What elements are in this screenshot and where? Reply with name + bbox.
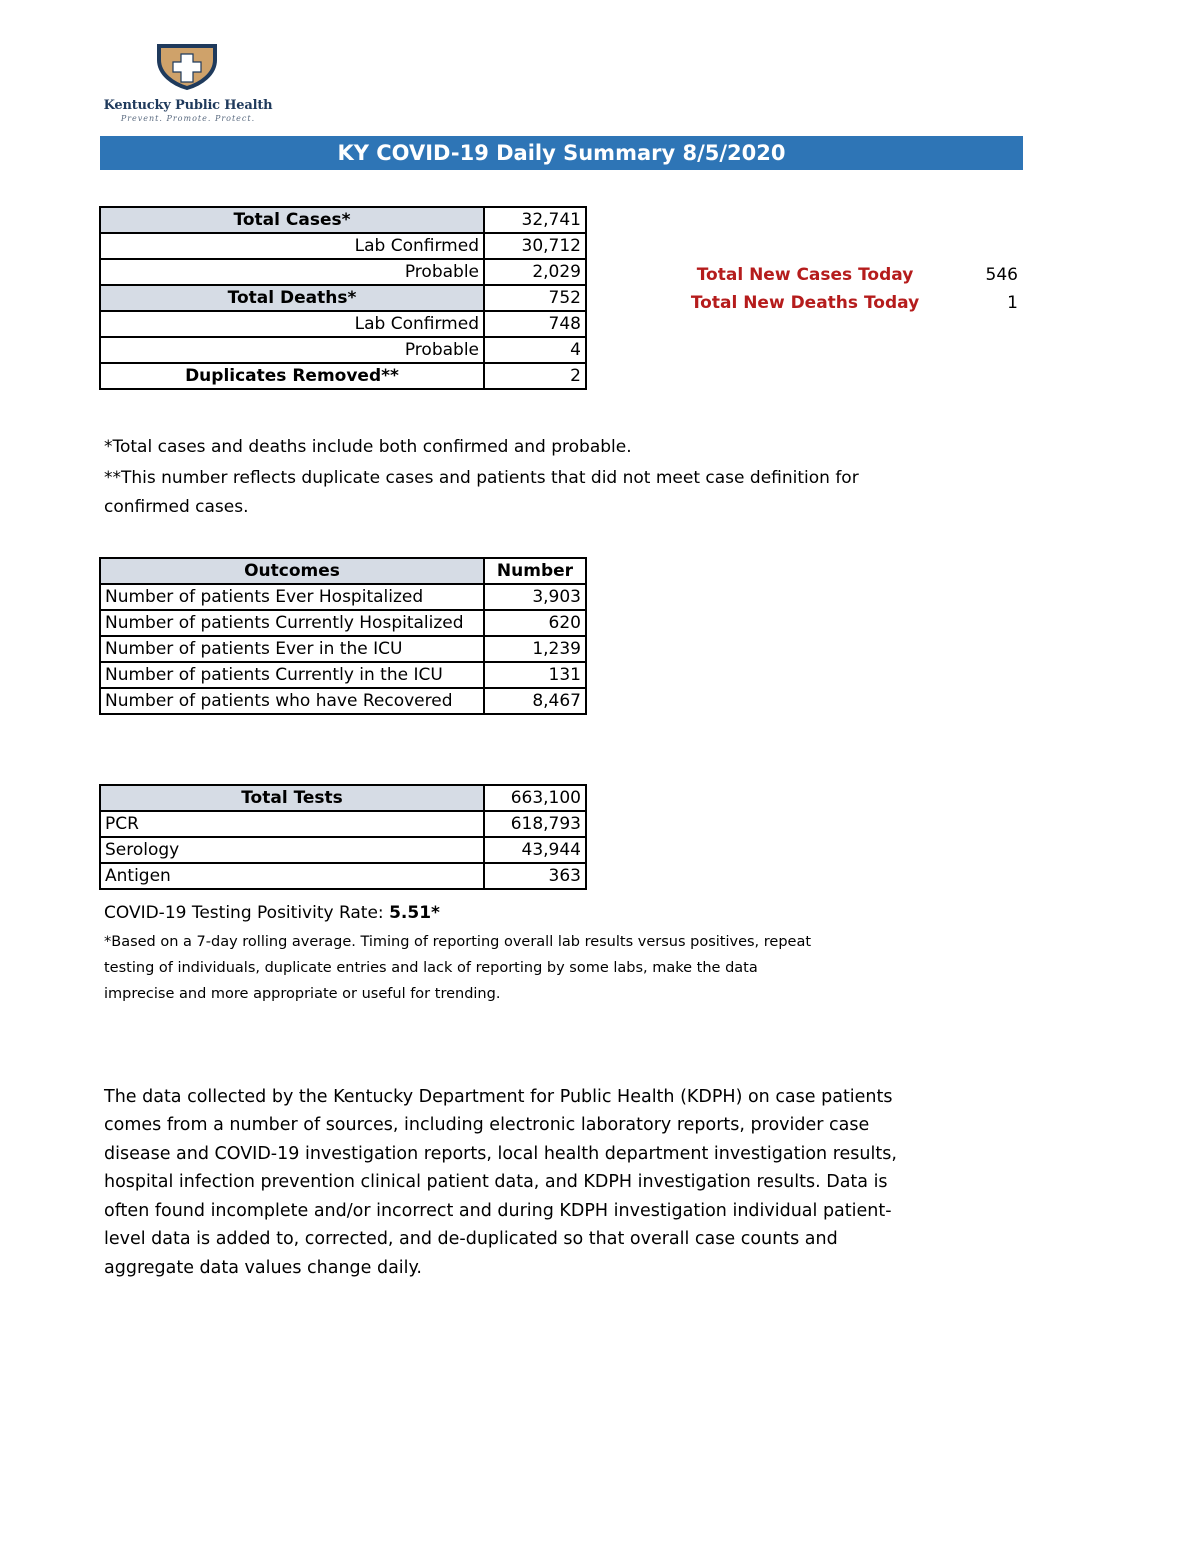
total-deaths-label: Total Deaths* — [100, 285, 484, 311]
table-header-row — [100, 785, 586, 811]
table-row — [100, 662, 586, 688]
footnote-duplicates-cont: confirmed cases. — [104, 497, 249, 517]
outcome-value: 8,467 — [484, 688, 586, 714]
footnote-total: *Total cases and deaths include both confirmed and probable. — [104, 437, 632, 457]
disclaimer-line: level data is added to, corrected, and de-duplicated so that overall case counts and — [104, 1229, 838, 1249]
outcome-label: Number of patients Ever in the ICU — [100, 636, 484, 662]
outcomes-table — [99, 557, 587, 715]
footnote-duplicates: **This number reflects duplicate cases and patients that did not meet case definition for — [104, 468, 859, 488]
outcome-value: 1,239 — [484, 636, 586, 662]
total-tests-value: 663,100 — [484, 785, 586, 811]
cases-lab-confirmed-label: Lab Confirmed — [100, 233, 484, 259]
table-row — [100, 259, 586, 285]
table-row — [100, 837, 586, 863]
table-row — [100, 636, 586, 662]
disclaimer-line: hospital infection prevention clinical patient data, and KDPH investigation results. Data is — [104, 1172, 888, 1192]
positivity-note-line: imprecise and more appropriate or useful for trending. — [104, 986, 501, 1002]
test-type-value: 618,793 — [484, 811, 586, 837]
total-tests-label: Total Tests — [100, 785, 484, 811]
new-deaths-label: Total New Deaths Today — [690, 293, 920, 313]
number-header: Number — [484, 558, 586, 584]
positivity-rate-value: 5.51* — [389, 903, 440, 923]
outcome-label: Number of patients Currently Hospitalized — [100, 610, 484, 636]
duplicates-removed-value: 2 — [484, 363, 586, 389]
test-type-label: Antigen — [100, 863, 484, 889]
kentucky-public-health-logo — [98, 42, 278, 124]
table-row — [100, 863, 586, 889]
outcome-label: Number of patients Ever Hospitalized — [100, 584, 484, 610]
outcome-value: 620 — [484, 610, 586, 636]
table-row — [100, 688, 586, 714]
deaths-lab-confirmed-label: Lab Confirmed — [100, 311, 484, 337]
test-type-label: PCR — [100, 811, 484, 837]
table-row — [100, 311, 586, 337]
total-deaths-value: 752 — [484, 285, 586, 311]
table-row — [100, 233, 586, 259]
new-cases-label: Total New Cases Today — [696, 265, 914, 285]
disclaimer-line: often found incomplete and/or incorrect and during KDPH investigation individual patient- — [104, 1201, 892, 1221]
total-cases-value: 32,741 — [484, 207, 586, 233]
positivity-note-line: testing of individuals, duplicate entries and lack of reporting by some labs, make the data — [104, 960, 758, 976]
duplicates-removed-label: Duplicates Removed** — [100, 363, 484, 389]
outcome-value: 3,903 — [484, 584, 586, 610]
outcome-label: Number of patients who have Recovered — [100, 688, 484, 714]
table-header-row — [100, 558, 586, 584]
cases-lab-confirmed-value: 30,712 — [484, 233, 586, 259]
disclaimer-line: disease and COVID-19 investigation reports, local health department investigation results, — [104, 1144, 897, 1164]
logo-tagline: Prevent. Promote. Protect. — [120, 114, 256, 123]
table-row — [100, 610, 586, 636]
disclaimer-line: aggregate data values change daily. — [104, 1258, 422, 1278]
test-type-label: Serology — [100, 837, 484, 863]
positivity-rate-label: COVID-19 Testing Positivity Rate: — [104, 903, 390, 923]
cases-deaths-table — [99, 206, 587, 390]
deaths-probable-value: 4 — [484, 337, 586, 363]
deaths-probable-label: Probable — [100, 337, 484, 363]
positivity-note-line: *Based on a 7-day rolling average. Timing of reporting overall lab results versus positives, repeat — [104, 934, 812, 950]
page-title: KY COVID-19 Daily Summary 8/5/2020 — [100, 136, 1023, 170]
outcomes-header: Outcomes — [100, 558, 484, 584]
test-type-value: 363 — [484, 863, 586, 889]
table-row — [100, 207, 586, 233]
table-row — [100, 363, 586, 389]
outcome-label: Number of patients Currently in the ICU — [100, 662, 484, 688]
positivity-rate — [104, 898, 440, 928]
test-type-value: 43,944 — [484, 837, 586, 863]
deaths-lab-confirmed-value: 748 — [484, 311, 586, 337]
cases-probable-label: Probable — [100, 259, 484, 285]
shield-cross-icon — [153, 42, 221, 90]
disclaimer-line: The data collected by the Kentucky Department for Public Health (KDPH) on case patients — [104, 1087, 893, 1107]
table-row — [100, 811, 586, 837]
table-row — [100, 285, 586, 311]
new-cases-value: 546 — [985, 265, 1018, 285]
total-cases-label: Total Cases* — [100, 207, 484, 233]
table-row — [100, 337, 586, 363]
tests-table — [99, 784, 587, 890]
new-deaths-value: 1 — [1007, 293, 1018, 313]
disclaimer-line: comes from a number of sources, including electronic laboratory reports, provider case — [104, 1115, 870, 1135]
table-row — [100, 584, 586, 610]
logo-name: Kentucky Public Health — [103, 98, 273, 113]
outcome-value: 131 — [484, 662, 586, 688]
cases-probable-value: 2,029 — [484, 259, 586, 285]
